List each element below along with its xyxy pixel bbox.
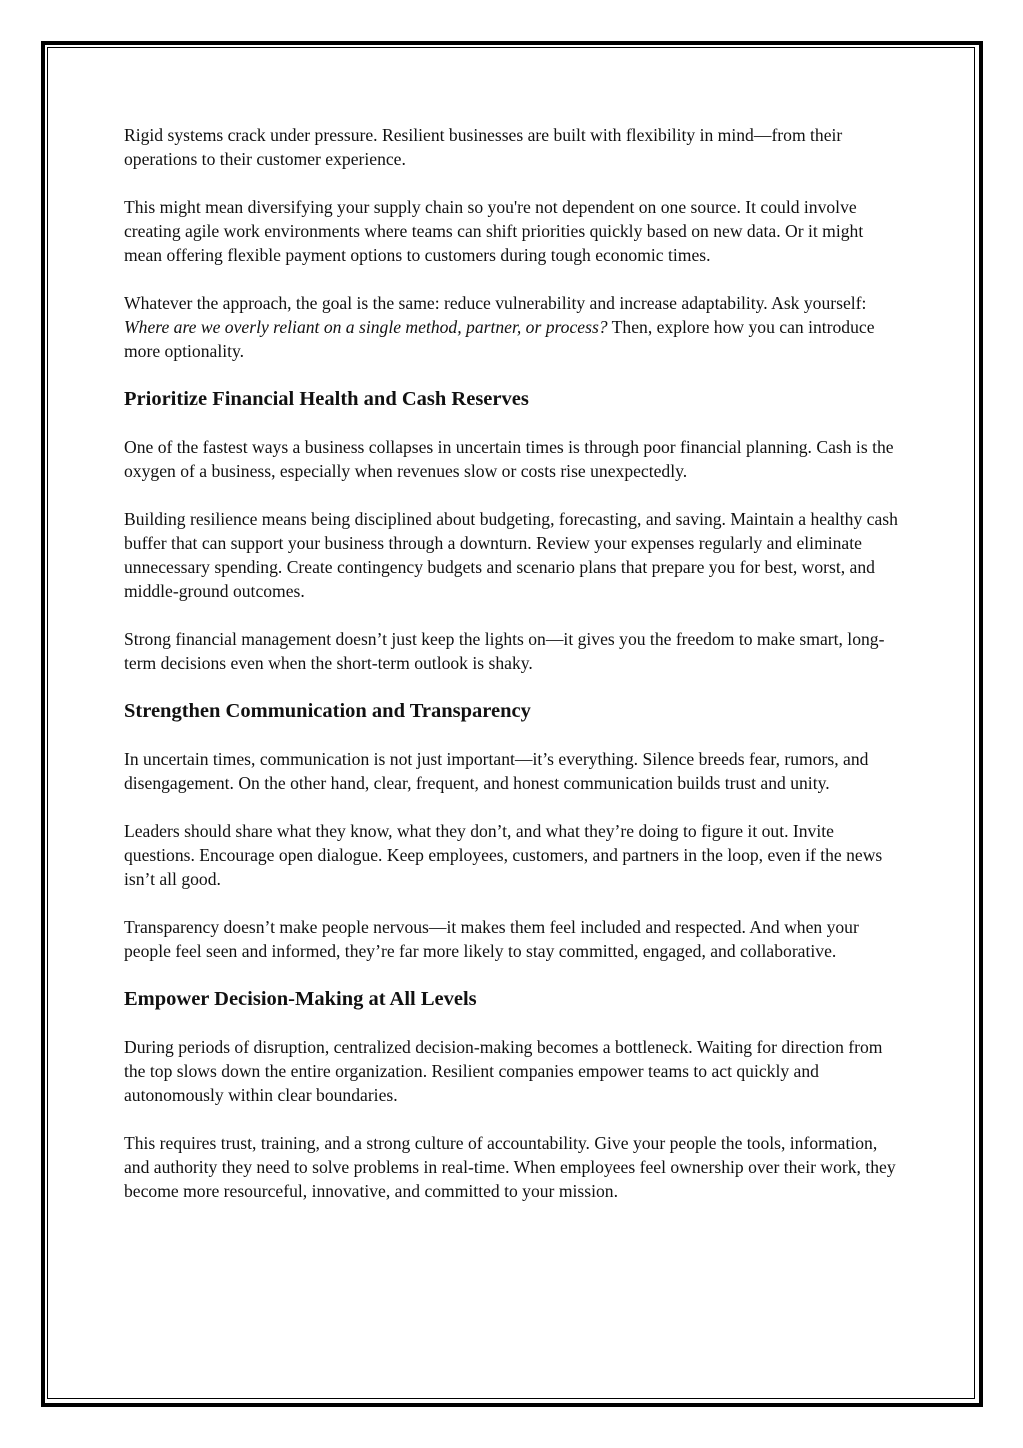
paragraph: This might mean diversifying your supply chain so you're not dependent on one source. It could involve creating agile work environments where teams can shift priorities quickly based on new data. Or it might mean offering flexible payment options to customers during tough economic times. [124, 197, 864, 265]
paragraph-italic-question: Where are we overly reliant on a single method, partner, or process? [124, 317, 608, 337]
paragraph-tail: Then, explore how you can introduce more optionality. [124, 317, 875, 361]
paragraph-mixed [124, 291, 902, 363]
paragraph: Rigid systems crack under pressure. Resilient businesses are built with flexibility in mind—from their operations to their customer experience. [124, 125, 843, 169]
paragraph: One of the fastest ways a business collapses in uncertain times is through poor financial planning. Cash is the oxygen of a business, especially when revenues slow or costs rise unexpectedly. [124, 437, 894, 481]
paragraph: During periods of disruption, centralized decision-making becomes a bottleneck. Waiting for direction from the top slows down the entire organization. Resilient companies empower teams to act quickly and autonomously within clear boundaries. [124, 1037, 883, 1105]
section-heading: Empower Decision-Making at All Levels [124, 988, 477, 1010]
paragraph: Building resilience means being disciplined about budgeting, forecasting, and saving. Maintain a healthy cash buffer that can support your business through a downturn. Review your expenses regularly and eliminate unnecessary spending. Create contingency budgets and scenario plans that prepare you for best, worst, and middle-ground outcomes. [124, 509, 898, 601]
paragraph-lead: Whatever the approach, the goal is the same: reduce vulnerability and increase adaptability. Ask yourself: [124, 293, 867, 313]
paragraph: Leaders should share what they know, what they don’t, and what they’re doing to figure it out. Invite questions. Encourage open dialogue. Keep employees, customers, and partners in the loop, even if the news isn’t all good. [124, 821, 883, 889]
paragraph: Strong financial management doesn’t just keep the lights on—it gives you the freedom to make smart, long-term decisions even when the short-term outlook is shaky. [124, 629, 885, 673]
paragraph: In uncertain times, communication is not just important—it’s everything. Silence breeds fear, rumors, and disengagement. On the other hand, clear, frequent, and honest communication builds trust and unity. [124, 749, 869, 793]
section-heading: Strengthen Communication and Transparency [124, 700, 531, 722]
paragraph: This requires trust, training, and a strong culture of accountability. Give your people the tools, information, and authority they need to solve problems in real-time. When employees feel ownership over their work, they become more resourceful, innovative, and committed to your mission. [124, 1133, 896, 1201]
section-heading: Prioritize Financial Health and Cash Reserves [124, 388, 529, 410]
document-body [124, 123, 902, 1227]
paragraph: Transparency doesn’t make people nervous—it makes them feel included and respected. And when your people feel seen and informed, they’re far more likely to stay committed, engaged, and collaborative. [124, 917, 859, 961]
